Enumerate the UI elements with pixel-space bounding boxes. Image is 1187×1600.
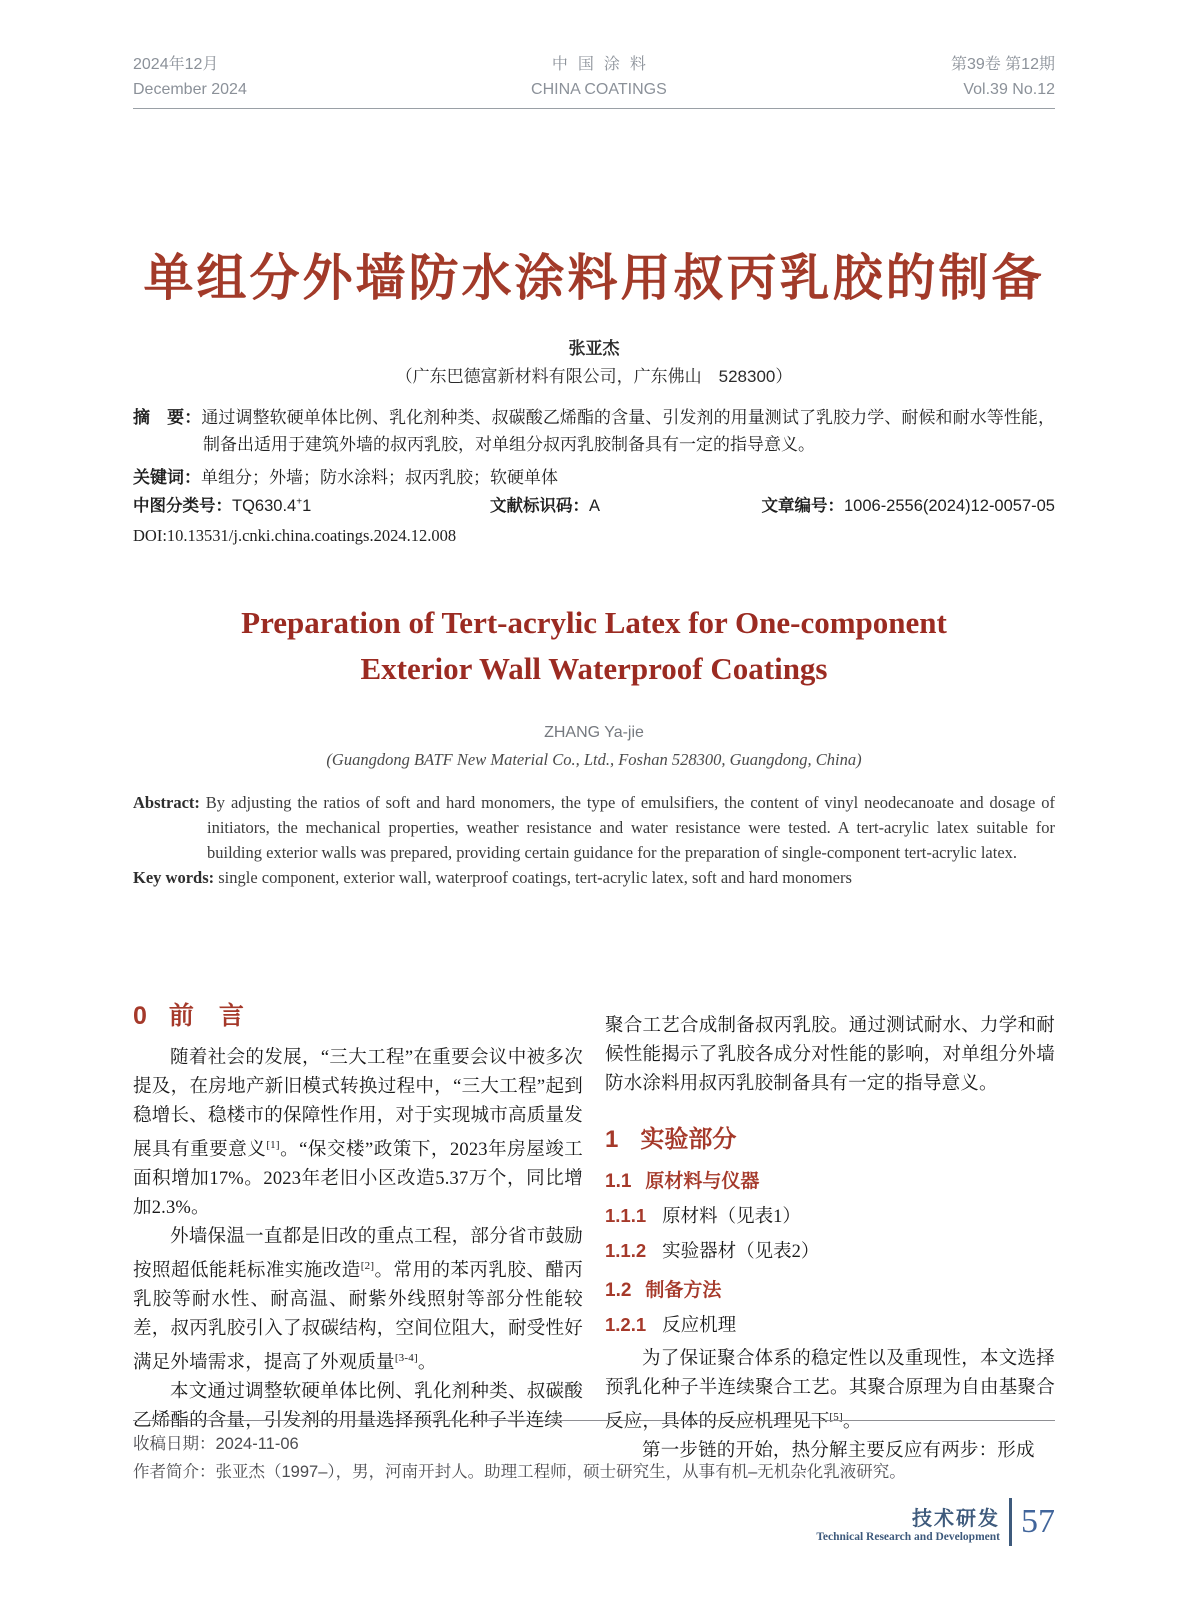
article-title-en-line2: Exterior Wall Waterproof Coatings: [360, 651, 828, 686]
paragraph: 为了保证聚合体系的稳定性以及重现性，本文选择预乳化种子半连续聚合工艺。其聚合原理为自由基聚合反应，具体的反应机理见下[5]。: [605, 1349, 1055, 1433]
header-journal-cn: 中国涂料: [551, 56, 656, 73]
article-id-value: 1006-2556(2024)12-0057-05: [843, 497, 1055, 515]
author-bio: 作者简介：张亚杰（1997–），男，河南开封人。助理工程师，硕士研究生，从事有机–无机杂化乳液研究。: [133, 1463, 906, 1481]
document-code: [490, 492, 600, 516]
clc-number: [133, 492, 311, 516]
clc-superscript: +: [296, 496, 303, 508]
subsubsection-title: 原材料（见表1）: [662, 1207, 801, 1227]
clc-label: 中图分类号：: [133, 497, 232, 515]
keywords-cn: [133, 464, 1055, 491]
keywords-en: [133, 865, 1055, 890]
document-code-value: A: [589, 497, 601, 515]
affiliation-en: (Guangdong BATF New Material Co., Ltd., Foshan 528300, Guangdong, China): [326, 750, 862, 769]
clc-tail: 1: [302, 497, 312, 515]
meta-row: [133, 492, 1055, 516]
abstract-text-cn: 通过调整软硬单体比例、乳化剂种类、叔碳酸乙烯酯的含量、引发剂的用量测试了乳胶力学、耐候和耐水等性能，制备出适用于建筑外墙的叔丙乳胶，对单组分叔丙乳胶制备具有一定的指导意义。: [201, 408, 1056, 454]
keywords-text-cn: 单组分；外墙；防水涂料；叔丙乳胶；软硬单体: [201, 468, 558, 487]
subsubsection-number: 1.1.1: [605, 1205, 647, 1226]
header-journal-en: CHINA COATINGS: [531, 81, 667, 98]
subsubsection-raw-materials: [605, 1202, 1055, 1228]
journal-header: [133, 52, 1055, 109]
keywords-label-cn: 关键词：: [133, 468, 201, 487]
subsubsection-number: 1.2.1: [605, 1314, 647, 1335]
section-title: 实验部分: [640, 1126, 737, 1153]
abstract-text-en: By adjusting the ratios of soft and hard monomers, the type of emulsifiers, the content of vinyl neodecanoate and dosage of initiators, the mechanical properties, weather resistance and water resistance were tested. A tert-acrylic latex suitable for building exterior walls was prepared, providing certain guidance for the preparation of single-component tert-acrylic latex.: [199, 793, 1055, 862]
abstract-en: [133, 790, 1055, 865]
subsection-heading-method: [605, 1275, 1055, 1302]
paragraph: 随着社会的发展，“三大工程”在重要会议中被多次提及，在房地产新旧模式转换过程中，“三大工程”起到稳增长、稳楼市的保障性作用，对于实现城市高质量发展具有重要意义[1]。“保交楼”政策下，2023年房屋竣工面积增加17%。2023年老旧小区改造5.37万个，同比增加2.3%。: [133, 1048, 583, 1219]
article-id: [761, 492, 1055, 516]
footer-column-labels: [816, 1502, 1000, 1543]
paragraph-continuation: 聚合工艺合成制备叔丙乳胶。通过测试耐水、力学和耐候性能揭示了乳胶各成分对性能的影响，对单组分外墙防水涂料用叔丙乳胶制备具有一定的指导意义。: [605, 1016, 1055, 1094]
article-title-cn: 单组分外墙防水涂料用叔丙乳胶的制备: [143, 250, 1045, 306]
body-columns: [133, 990, 1055, 1466]
article-id-label: 文章编号：: [761, 497, 844, 515]
abstract-cn: [133, 404, 1055, 458]
left-column: [133, 990, 583, 1466]
paragraph: 本文通过调整软硬单体比例、乳化剂种类、叔碳酸乙烯酯的含量，引发剂的用量选择预乳化种子半连续: [133, 1382, 583, 1432]
header-issue: [951, 52, 1055, 102]
subsection-number: 1.1: [605, 1171, 632, 1192]
author-name-en: ZHANG Ya-jie: [544, 724, 644, 741]
article-title-en: [133, 600, 1055, 692]
subsubsection-title: 实验器材（见表2）: [662, 1242, 820, 1262]
document-code-label: 文献标识码：: [490, 497, 589, 515]
page-footer: [816, 1498, 1055, 1546]
subsubsection-equipment: [605, 1237, 1055, 1263]
footer-column-en: Technical Research and Development: [816, 1530, 1000, 1543]
subsubsection-title: 反应机理: [662, 1316, 737, 1336]
section-heading-experiment: [605, 1119, 1055, 1154]
received-date: 收稿日期：2024-11-06: [133, 1435, 299, 1453]
header-issue-cn: 第39卷 第12期: [950, 56, 1055, 73]
keywords-text-en: single component, exterior wall, waterproof coatings, tert-acrylic latex, soft and hard monomers: [214, 868, 852, 887]
header-date: [133, 52, 247, 102]
section-number: 0: [133, 1002, 147, 1030]
paragraph: 外墙保温一直都是旧改的重点工程，部分省市鼓励按照超低能耗标准实施改造[2]。常用的苯丙乳胶、醋丙乳胶等耐水性、耐高温、耐紫外线照射等部分性能较差，叔丙乳胶引入了叔碳结构，空间位阻大，耐受性好满足外墙需求，提高了外观质量[3-4]。: [133, 1227, 584, 1374]
header-journal-name: [531, 52, 667, 102]
article-title-en-line1: Preparation of Tert-acrylic Latex for One-component: [241, 605, 947, 640]
subsection-number: 1.2: [605, 1280, 632, 1301]
keywords-label-en: Key words:: [133, 868, 215, 887]
header-date-en: December 2024: [133, 81, 247, 98]
paragraph: 第一步链的开始，热分解主要反应有两步：形成: [642, 1441, 1035, 1462]
header-issue-en: Vol.39 No.12: [963, 81, 1055, 98]
subsection-title: 原材料与仪器: [645, 1171, 760, 1192]
abstract-block-en: [133, 790, 1055, 890]
section-number: 1: [605, 1126, 619, 1153]
subsection-heading-materials: [605, 1166, 1055, 1193]
abstract-block-cn: [133, 404, 1055, 491]
header-date-cn: 2024年12月: [133, 56, 219, 73]
affiliation-cn: （广东巴德富新材料有限公司，广东佛山 528300）: [395, 367, 793, 386]
right-column: [605, 990, 1055, 1466]
abstract-label-cn: 摘 要：: [133, 408, 202, 427]
section-heading-intro: [133, 996, 583, 1032]
section-title: 前 言: [168, 1002, 244, 1030]
clc-value: TQ630.4: [232, 497, 297, 515]
footnotes: [133, 1430, 1055, 1486]
footnote-divider: [133, 1420, 1055, 1421]
abstract-label-en: Abstract:: [133, 793, 200, 812]
subsubsection-mechanism: [605, 1311, 1055, 1337]
author-name-cn: 张亚杰: [568, 339, 620, 358]
subsubsection-number: 1.1.2: [605, 1240, 647, 1261]
doi: DOI:10.13531/j.cnki.china.coatings.2024.12.008: [133, 526, 457, 545]
footer-divider-bar: [1009, 1498, 1012, 1546]
footer-column-cn: 技术研发: [912, 1507, 1000, 1530]
subsection-title: 制备方法: [645, 1280, 722, 1301]
page-number: 57: [1021, 1503, 1055, 1540]
